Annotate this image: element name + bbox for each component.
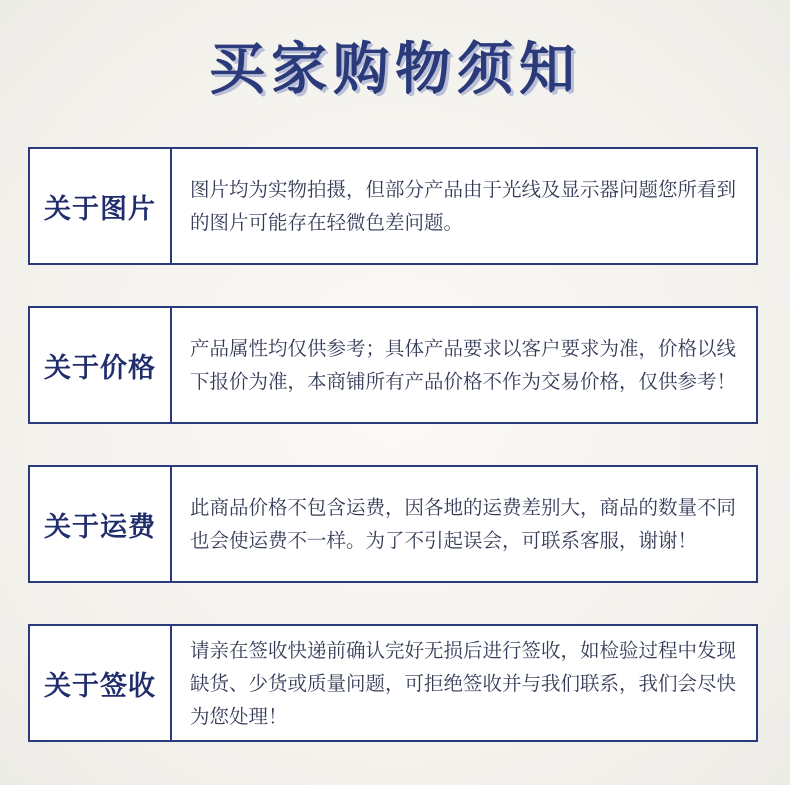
notice-card-label: 关于运费 <box>30 467 172 581</box>
notice-card-label: 关于图片 <box>30 149 172 263</box>
notice-card-text <box>172 308 756 422</box>
notice-card-label: 关于价格 <box>30 308 172 422</box>
notice-card-body: 此商品价格不包含运费，因各地的运费差别大，商品的数量不同也会使运费不一样。为了不引起误会，可联系客服，谢谢！ <box>190 496 737 552</box>
notice-card-label: 关于签收 <box>30 626 172 740</box>
notice-card-text <box>172 467 756 581</box>
notice-card-text <box>172 149 756 263</box>
notice-card-body: 图片均为实物拍摄，但部分产品由于光线及显示器问题您所看到的图片可能存在轻微色差问题。 <box>190 178 737 234</box>
notice-card-pictures <box>28 147 758 265</box>
notice-card-body: 产品属性均仅供参考；具体产品要求以客户要求为准，价格以线下报价为准，本商铺所有产品价格不作为交易价格，仅供参考！ <box>190 337 737 393</box>
notice-card-receipt <box>28 624 758 742</box>
notice-card-text <box>172 626 756 740</box>
notice-card-price <box>28 306 758 424</box>
page-title: 买家购物须知 <box>209 37 581 102</box>
notice-card-shipping <box>28 465 758 583</box>
notice-card-body: 请亲在签收快递前确认完好无损后进行签收，如检验过程中发现缺货、少货或质量问题，可拒绝签收并与我们联系，我们会尽快为您处理！ <box>190 638 737 728</box>
